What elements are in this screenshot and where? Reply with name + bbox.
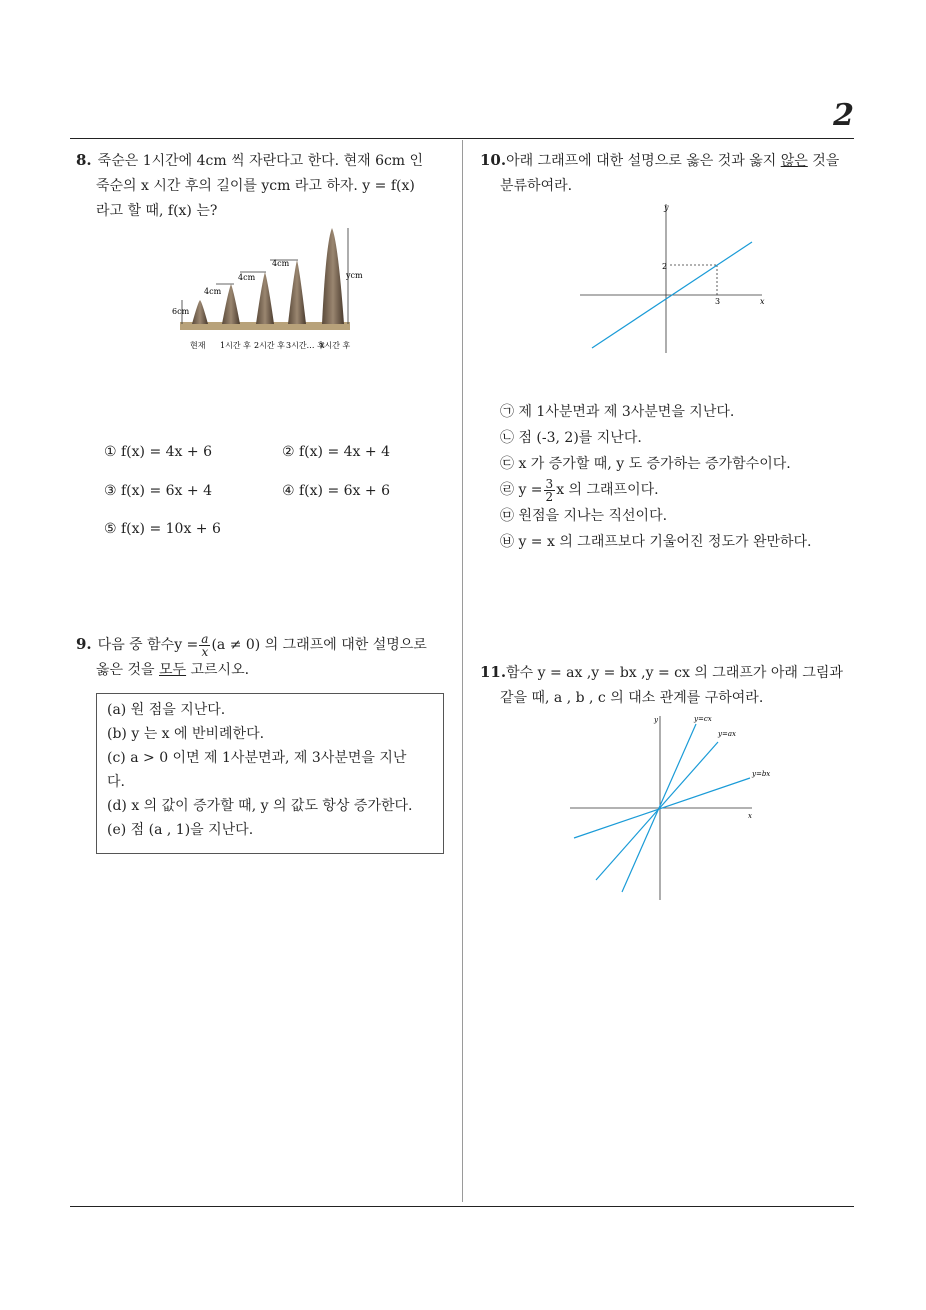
q9-text-1a: 다음 중 함수y = — [97, 637, 199, 653]
choice-1[interactable]: ① f(x) = 4x + 6 — [104, 444, 212, 460]
q10-text-1a: 아래 그래프에 대한 설명으로 옳은 것과 옳지 — [506, 153, 781, 169]
label-ax: y=ax — [718, 730, 736, 738]
x-tick-3: 3 — [715, 297, 721, 306]
time-label-3: 3시간… 후 — [286, 341, 325, 350]
time-label-2: 2시간 후 — [254, 341, 285, 350]
q10-text-1u: 않은 — [780, 153, 808, 169]
q11-graph — [566, 712, 771, 902]
q10-statement-1: ㉠ 제 1사분면과 제 3사분면을 지난다. — [500, 404, 735, 420]
line-ax — [596, 742, 718, 880]
q11-number: 11. — [480, 663, 507, 681]
x-axis-label: x — [760, 297, 765, 306]
x-axis-label: x — [748, 812, 752, 820]
shoot-4 — [322, 228, 344, 324]
shoot-0 — [192, 300, 208, 324]
q10-st4-pre: ㉣ y = — [500, 482, 543, 498]
q10-st4-den: 2 — [545, 489, 554, 504]
q9-statement-c: (c) a > 0 이면 제 1사분면과, 제 3사분면을 지난 — [107, 750, 407, 766]
q8-number: 8. — [76, 151, 92, 169]
q9-frac-num: a — [201, 631, 209, 646]
label-4cm-2: 4cm — [238, 273, 256, 282]
bottom-rule — [70, 1206, 854, 1207]
time-label-1: 1시간 후 — [220, 341, 251, 350]
q9-text-2a: 옳은 것을 — [96, 662, 159, 678]
q9-line-1 — [76, 632, 460, 658]
label-bx: y=bx — [752, 770, 771, 778]
q9-number: 9. — [76, 635, 92, 653]
shoot-1 — [222, 284, 240, 324]
time-label-4: x시간 후 — [320, 341, 351, 350]
q9-line-2 — [76, 658, 460, 683]
question-9 — [76, 632, 460, 683]
q10-line-1 — [480, 148, 860, 174]
q8-line-2: 죽순의 x 시간 후의 길이를 ycm 라고 하자. y = f(x) — [96, 178, 415, 194]
q8-line-1 — [76, 148, 460, 174]
label-4cm-1: 4cm — [204, 287, 222, 296]
q10-st4-post: x 의 그래프이다. — [556, 482, 659, 498]
q9-statement-c-cont: 다. — [107, 774, 125, 790]
q9-statement-b: (b) y 는 x 에 반비례한다. — [107, 726, 265, 742]
q9-frac-den: x — [201, 644, 209, 659]
q9-fraction — [199, 633, 210, 658]
q10-statement-3: ㉢ x 가 증가할 때, y 도 증가하는 증가함수이다. — [500, 456, 791, 472]
y-tick-2: 2 — [662, 262, 668, 271]
top-rule — [70, 138, 854, 139]
q10-text-1b: 것을 — [807, 153, 840, 169]
q8-text-1: 죽순은 1시간에 4cm 씩 자란다고 한다. 현재 6cm 인 — [97, 153, 424, 169]
bamboo-figure — [170, 222, 370, 372]
shoot-2 — [256, 272, 274, 324]
time-label-0: 현재 — [190, 341, 206, 350]
q9-statement-d: (d) x 의 값이 증가할 때, y 의 값도 항상 증가한다. — [107, 798, 413, 814]
q10-statement-4 — [500, 477, 860, 503]
q11-text-1: 함수 y = ax ,y = bx ,y = cx 의 그래프가 아래 그림과 — [506, 665, 843, 681]
q9-text-2b: 고르시오. — [186, 662, 250, 678]
q9-statement-box — [96, 693, 444, 854]
question-10 — [480, 148, 860, 199]
choice-3[interactable]: ③ f(x) = 6x + 4 — [104, 483, 212, 499]
q10-statement-2: ㉡ 점 (-3, 2)를 지난다. — [500, 430, 642, 446]
q10-st4-num: 3 — [545, 476, 554, 491]
label-4cm-3: 4cm — [272, 259, 290, 268]
label-ycm: ycm — [346, 271, 363, 280]
q10-statement-6: ㉥ y = x 의 그래프보다 기울어진 정도가 완만하다. — [500, 534, 812, 550]
question-11 — [480, 660, 860, 711]
y-axis-label: y — [664, 203, 669, 212]
label-6cm: 6cm — [172, 307, 190, 316]
page-number: 2 — [833, 98, 854, 133]
q9-text-1b: (a ≠ 0) 의 그래프에 대한 설명으로 — [211, 637, 427, 653]
q11-line-2: 같을 때, a , b , c 의 대소 관계를 구하여라. — [500, 690, 764, 706]
column-divider — [462, 140, 463, 1202]
q11-line-1 — [480, 660, 860, 686]
choice-2[interactable]: ② f(x) = 4x + 4 — [282, 444, 390, 460]
q8-line-3: 라고 할 때, f(x) 는? — [96, 203, 218, 219]
q9-statement-a: (a) 원 점을 지난다. — [107, 702, 226, 718]
q10-number: 10. — [480, 151, 507, 169]
q10-statements — [500, 399, 860, 555]
label-cx: y=cx — [694, 715, 712, 723]
choice-4[interactable]: ④ f(x) = 6x + 6 — [282, 483, 390, 499]
q10-st4-frac — [544, 478, 556, 503]
q10-graph — [570, 198, 770, 358]
q10-line-2: 분류하여라. — [500, 178, 573, 194]
shoot-3 — [288, 260, 306, 324]
question-8 — [76, 148, 460, 224]
q9-text-2u: 모두 — [159, 662, 187, 678]
y-axis-label: y — [654, 716, 658, 724]
choice-5[interactable]: ⑤ f(x) = 10x + 6 — [104, 521, 221, 537]
q10-statement-5: ㉤ 원점을 지나는 직선이다. — [500, 508, 668, 524]
q9-statement-e: (e) 점 (a , 1)을 지난다. — [107, 822, 254, 838]
